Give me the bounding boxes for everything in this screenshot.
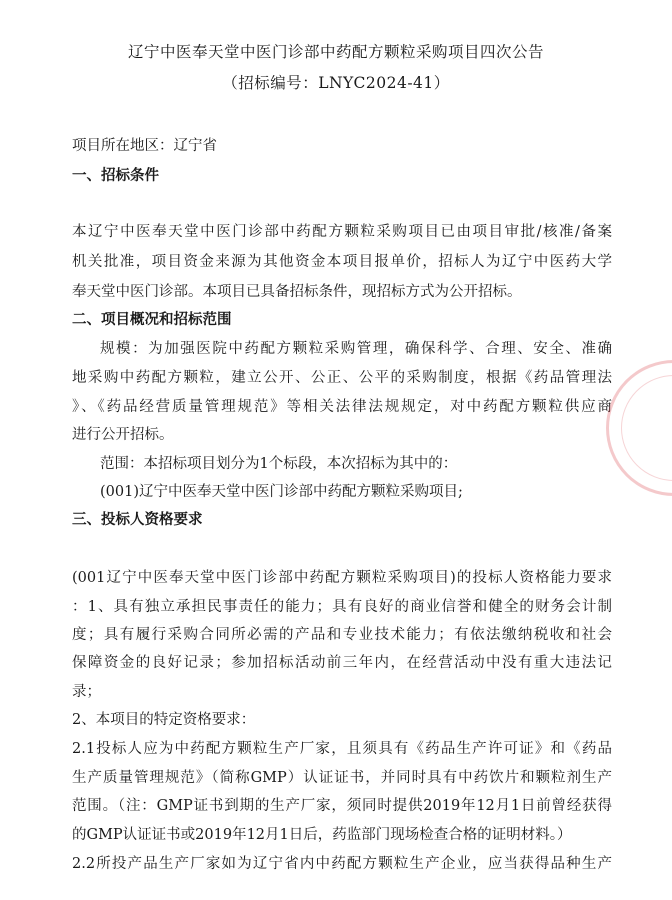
- section-2-line: 范围：本招标项目划分为1个标段，本次招标为其中的：: [100, 456, 458, 472]
- section-3-line: 2.2所投产品生产厂家如为辽宁省内中药配方颗粒生产企业，应当获得品种生产: [72, 856, 612, 872]
- section-2-line: 规模：为加强医院中药配方颗粒采购管理，确保科学、合理、安全、准确: [100, 341, 612, 357]
- section-2-heading: 二、项目概况和招标范围: [72, 312, 232, 328]
- section-3-line: (001辽宁中医奉天堂中医门诊部中药配方颗粒采购项目)的投标人资格能力要求: [72, 570, 612, 586]
- section-2-line: (001)辽宁中医奉天堂中医门诊部中药配方颗粒采购项目;: [100, 484, 463, 500]
- section-3-line: 2.1投标人应为中药配方颗粒生产厂家，且须具有《药品生产许可证》和《药品: [72, 741, 612, 757]
- project-region: 项目所在地区：辽宁省: [72, 138, 217, 154]
- section-2-line: 进行公开招标。: [72, 427, 174, 443]
- section-1-heading: 一、招标条件: [72, 168, 159, 184]
- bid-number: （招标编号：LNYC2024-41）: [222, 74, 450, 92]
- section-3-line: 度；具有履行采购合同所必需的产品和专业技术能力；有依法缴纳税收和社会: [72, 627, 612, 643]
- section-3-line: 2、本项目的特定资格要求：: [72, 712, 256, 728]
- section-3-line: 生产质量管理规范》（简称GMP）认证证书，并同时具有中药饮片和颗粒剂生产: [72, 770, 612, 786]
- section-3-heading: 三、投标人资格要求: [72, 512, 203, 528]
- section-1-line: 本辽宁中医奉天堂中医门诊部中药配方颗粒采购项目已由项目审批/核准/备案: [72, 224, 612, 240]
- section-1-line: 奉天堂中医门诊部。本项目已具备招标条件，现招标方式为公开招标。: [72, 284, 522, 300]
- section-3-line: 范围。（注：GMP证书到期的生产厂家，须同时提供2019年12月1日前曾经获得: [72, 798, 612, 814]
- section-2-line: 》、《药品经营质量管理规范》等相关法律法规规定，对中药配方颗粒供应商: [72, 399, 612, 415]
- section-3-line: 保障资金的良好记录；参加招标活动前三年内，在经营活动中没有重大违法记: [72, 655, 612, 671]
- section-1-line: 机关批准，项目资金来源为其他资金本项目报单价，招标人为辽宁中医药大学: [72, 254, 612, 270]
- section-3-line: 的GMP认证证书或2019年12月1日后，药监部门现场检查合格的证明材料。）: [72, 827, 572, 843]
- document-title: 辽宁中医奉天堂中医门诊部中药配方颗粒采购项目四次公告: [127, 43, 544, 61]
- section-3-line: ：1、具有独立承担民事责任的能力；具有良好的商业信誉和健全的财务会计制: [72, 599, 612, 615]
- section-3-line: 录；: [72, 684, 101, 700]
- section-2-line: 地采购中药配方颗粒，建立公开、公正、公平的采购制度，根据《药品管理法: [72, 370, 612, 386]
- red-seal-stamp: [606, 360, 672, 496]
